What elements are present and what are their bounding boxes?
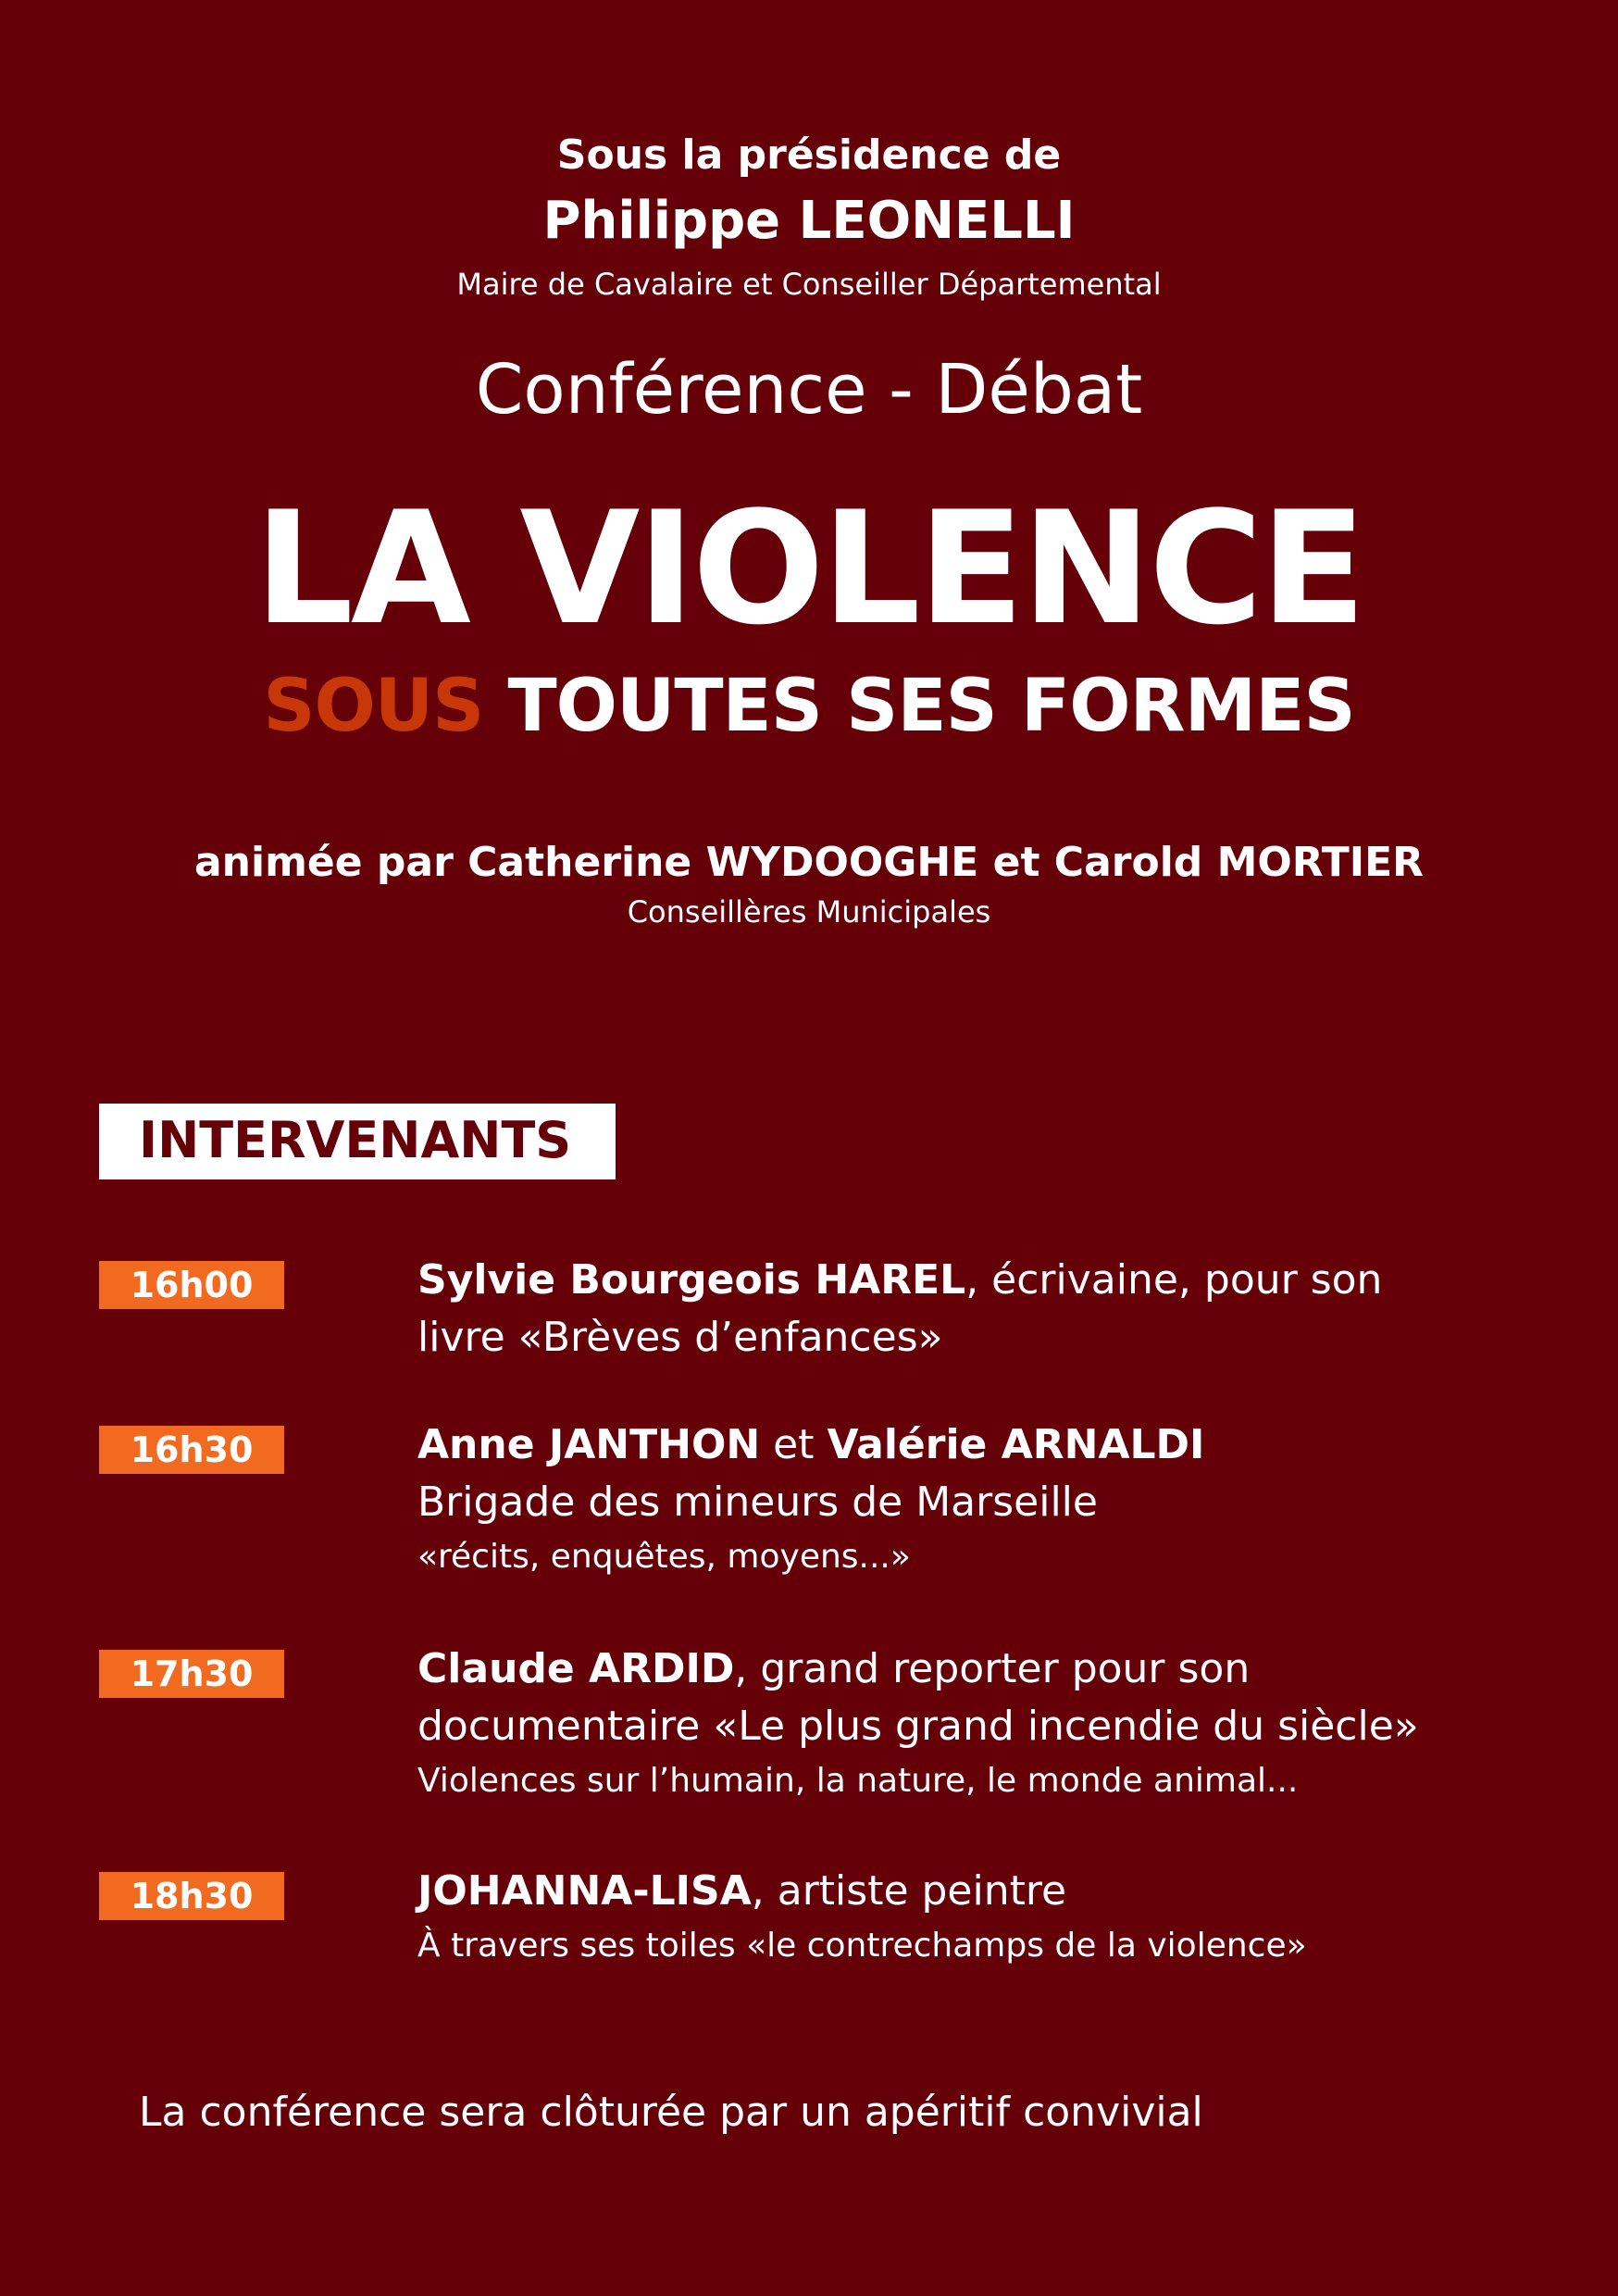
subtitle-rest: TOUTES SES FORMES xyxy=(483,665,1355,748)
session-2-name1: Anne JANTHON xyxy=(417,1421,761,1468)
subtitle xyxy=(0,665,1618,748)
session-2-note: «récits, enquêtes, moyens...» xyxy=(417,1538,911,1576)
session-3-line2: documentaire «Le plus grand incendie du siècle» xyxy=(417,1703,1419,1750)
session-1-speaker xyxy=(417,1252,1574,1309)
session-2 xyxy=(417,1416,1574,1583)
subtitle-accent: SOUS xyxy=(263,665,484,748)
session-3-speaker xyxy=(417,1641,1574,1698)
time-badge-1: 16h00 xyxy=(99,1261,284,1309)
session-4-speaker xyxy=(417,1863,1574,1920)
session-1-name: Sylvie Bourgeois HAREL xyxy=(417,1256,966,1304)
session-1 xyxy=(417,1252,1574,1366)
president-role: Maire de Cavalaire et Conseiller Départemental xyxy=(456,267,1162,302)
president-name: Philippe LEONELLI xyxy=(542,191,1076,251)
session-2-name2: Valérie ARNALDI xyxy=(827,1421,1205,1468)
session-1-desc: , écrivaine, pour son xyxy=(965,1256,1383,1304)
session-3-note: Violences sur l’humain, la nature, le monde animal... xyxy=(417,1762,1299,1800)
presidence-intro: Sous la présidence de xyxy=(556,131,1062,179)
intervenants-heading: INTERVENANTS xyxy=(139,1111,572,1169)
session-4-note: À travers ses toiles «le contrechamps de la violence» xyxy=(417,1927,1307,1965)
session-3 xyxy=(417,1641,1574,1807)
session-3-desc: , grand reporter pour son xyxy=(734,1645,1251,1692)
time-badge-4: 18h30 xyxy=(99,1872,284,1920)
session-1-line2: livre «Brèves d’enfances» xyxy=(417,1314,943,1361)
session-4-name: JOHANNA-LISA xyxy=(417,1867,752,1915)
time-badge-3: 17h30 xyxy=(99,1650,284,1698)
session-4-desc: , artiste peintre xyxy=(751,1867,1067,1915)
event-type: Conférence - Débat xyxy=(475,350,1143,430)
time-badge-2: 16h30 xyxy=(99,1426,284,1474)
intervenants-heading-box xyxy=(99,1104,616,1179)
hosts-line: animée par Catherine WYDOOGHE et Carold MORTIER xyxy=(193,839,1425,886)
main-title: LA VIOLENCE xyxy=(254,478,1364,659)
session-2-line2: Brigade des mineurs de Marseille xyxy=(417,1479,1098,1526)
session-2-connector: et xyxy=(760,1421,828,1468)
closing-note: La conférence sera clôturée par un apéritif convivial xyxy=(139,2089,1203,2136)
hosts-role: Conseillères Municipales xyxy=(627,894,991,930)
session-3-name: Claude ARDID xyxy=(417,1645,735,1692)
session-2-speaker xyxy=(417,1416,1574,1474)
session-4 xyxy=(417,1863,1574,1972)
